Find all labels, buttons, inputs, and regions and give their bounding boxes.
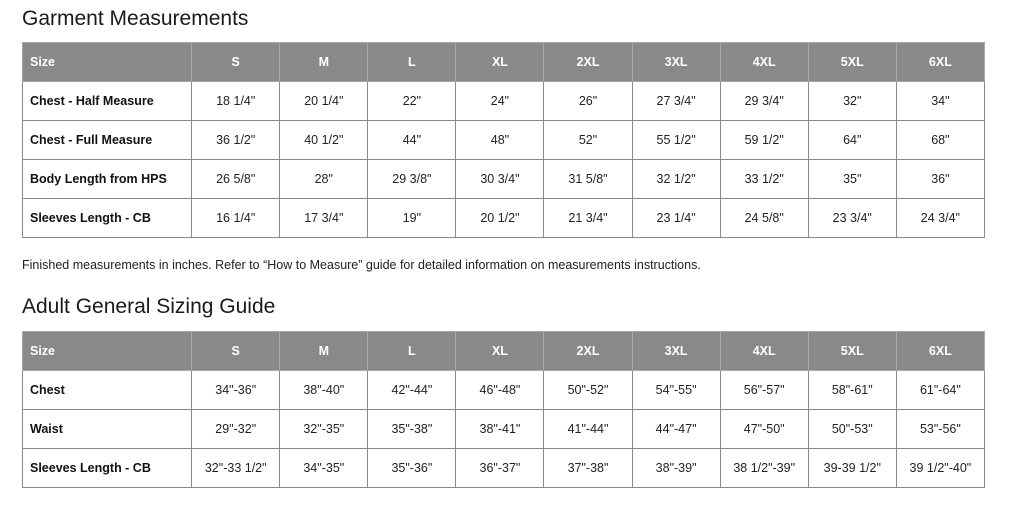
table-row: [23, 199, 985, 238]
table-cell: 18 1/4": [192, 82, 280, 121]
table-cell: 64": [808, 121, 896, 160]
table-cell: 35": [808, 160, 896, 199]
table-cell: 24": [456, 82, 544, 121]
table-row: [23, 121, 985, 160]
table-cell: 34"-36": [192, 371, 280, 410]
measurement-note: Finished measurements in inches. Refer to “How to Measure” guide for detailed information on measurements instructions.: [22, 258, 701, 272]
table-cell: 42"-44": [368, 371, 456, 410]
table-cell: 38 1/2"-39": [720, 449, 808, 488]
table-cell: 55 1/2": [632, 121, 720, 160]
table-cell: 56"-57": [720, 371, 808, 410]
column-header: M: [280, 43, 368, 82]
sizing-guide-table: [22, 331, 985, 488]
table-cell: 34": [896, 82, 984, 121]
table-cell: 26": [544, 82, 632, 121]
column-header: M: [280, 332, 368, 371]
table-cell: 33 1/2": [720, 160, 808, 199]
table-cell: 39-39 1/2": [808, 449, 896, 488]
row-label: Sleeves Length - CB: [23, 199, 192, 238]
table-cell: 29"-32": [192, 410, 280, 449]
table-cell: 32": [808, 82, 896, 121]
column-header: Size: [23, 43, 192, 82]
table-cell: 20 1/4": [280, 82, 368, 121]
row-label: Chest - Half Measure: [23, 82, 192, 121]
row-label: Chest: [23, 371, 192, 410]
table-cell: 24 5/8": [720, 199, 808, 238]
column-header: 3XL: [632, 332, 720, 371]
table-cell: 17 3/4": [280, 199, 368, 238]
table-row: [23, 410, 985, 449]
table-cell: 20 1/2": [456, 199, 544, 238]
table-cell: 36"-37": [456, 449, 544, 488]
table-cell: 44"-47": [632, 410, 720, 449]
table-cell: 59 1/2": [720, 121, 808, 160]
table-cell: 36": [896, 160, 984, 199]
table-cell: 40 1/2": [280, 121, 368, 160]
column-header: 6XL: [896, 332, 984, 371]
table-cell: 21 3/4": [544, 199, 632, 238]
table-cell: 58"-61": [808, 371, 896, 410]
table-cell: 47"-50": [720, 410, 808, 449]
sizing-guide-title: Adult General Sizing Guide: [22, 295, 276, 318]
table-cell: 44": [368, 121, 456, 160]
table-cell: 38"-39": [632, 449, 720, 488]
table-cell: 34"-35": [280, 449, 368, 488]
table-cell: 31 5/8": [544, 160, 632, 199]
column-header: L: [368, 43, 456, 82]
table-cell: 28": [280, 160, 368, 199]
column-header: 3XL: [632, 43, 720, 82]
table-cell: 19": [368, 199, 456, 238]
table-cell: 50"-52": [544, 371, 632, 410]
table-cell: 38"-41": [456, 410, 544, 449]
table-cell: 16 1/4": [192, 199, 280, 238]
table-cell: 23 3/4": [808, 199, 896, 238]
column-header: 4XL: [720, 43, 808, 82]
table-row: [23, 160, 985, 199]
column-header: 2XL: [544, 332, 632, 371]
table-cell: 38"-40": [280, 371, 368, 410]
row-label: Waist: [23, 410, 192, 449]
column-header: 2XL: [544, 43, 632, 82]
column-header: 4XL: [720, 332, 808, 371]
table-cell: 29 3/4": [720, 82, 808, 121]
garment-measurements-table: [22, 42, 985, 238]
table-cell: 27 3/4": [632, 82, 720, 121]
table-cell: 32"-35": [280, 410, 368, 449]
column-header: L: [368, 332, 456, 371]
table-cell: 22": [368, 82, 456, 121]
table-cell: 54"-55": [632, 371, 720, 410]
table-cell: 68": [896, 121, 984, 160]
table-cell: 30 3/4": [456, 160, 544, 199]
table-cell: 53"-56": [896, 410, 984, 449]
table-row: [23, 371, 985, 410]
table-cell: 41"-44": [544, 410, 632, 449]
table-cell: 48": [456, 121, 544, 160]
table-row: [23, 449, 985, 488]
column-header: S: [192, 332, 280, 371]
table-cell: 37"-38": [544, 449, 632, 488]
table-cell: 36 1/2": [192, 121, 280, 160]
table-cell: 52": [544, 121, 632, 160]
table-cell: 50"-53": [808, 410, 896, 449]
table-cell: 39 1/2"-40": [896, 449, 984, 488]
table-header-row: [23, 43, 985, 82]
table-cell: 26 5/8": [192, 160, 280, 199]
table-cell: 24 3/4": [896, 199, 984, 238]
row-label: Sleeves Length - CB: [23, 449, 192, 488]
table-cell: 61"-64": [896, 371, 984, 410]
table-cell: 46"-48": [456, 371, 544, 410]
table-cell: 32"-33 1/2": [192, 449, 280, 488]
table-cell: 35"-36": [368, 449, 456, 488]
column-header: XL: [456, 332, 544, 371]
column-header: 6XL: [896, 43, 984, 82]
table-cell: 32 1/2": [632, 160, 720, 199]
column-header: XL: [456, 43, 544, 82]
table-row: [23, 82, 985, 121]
column-header: 5XL: [808, 332, 896, 371]
column-header: S: [192, 43, 280, 82]
table-header-row: [23, 332, 985, 371]
row-label: Body Length from HPS: [23, 160, 192, 199]
garment-measurements-title: Garment Measurements: [22, 7, 249, 30]
column-header: 5XL: [808, 43, 896, 82]
column-header: Size: [23, 332, 192, 371]
table-cell: 35"-38": [368, 410, 456, 449]
table-cell: 29 3/8": [368, 160, 456, 199]
row-label: Chest - Full Measure: [23, 121, 192, 160]
table-cell: 23 1/4": [632, 199, 720, 238]
